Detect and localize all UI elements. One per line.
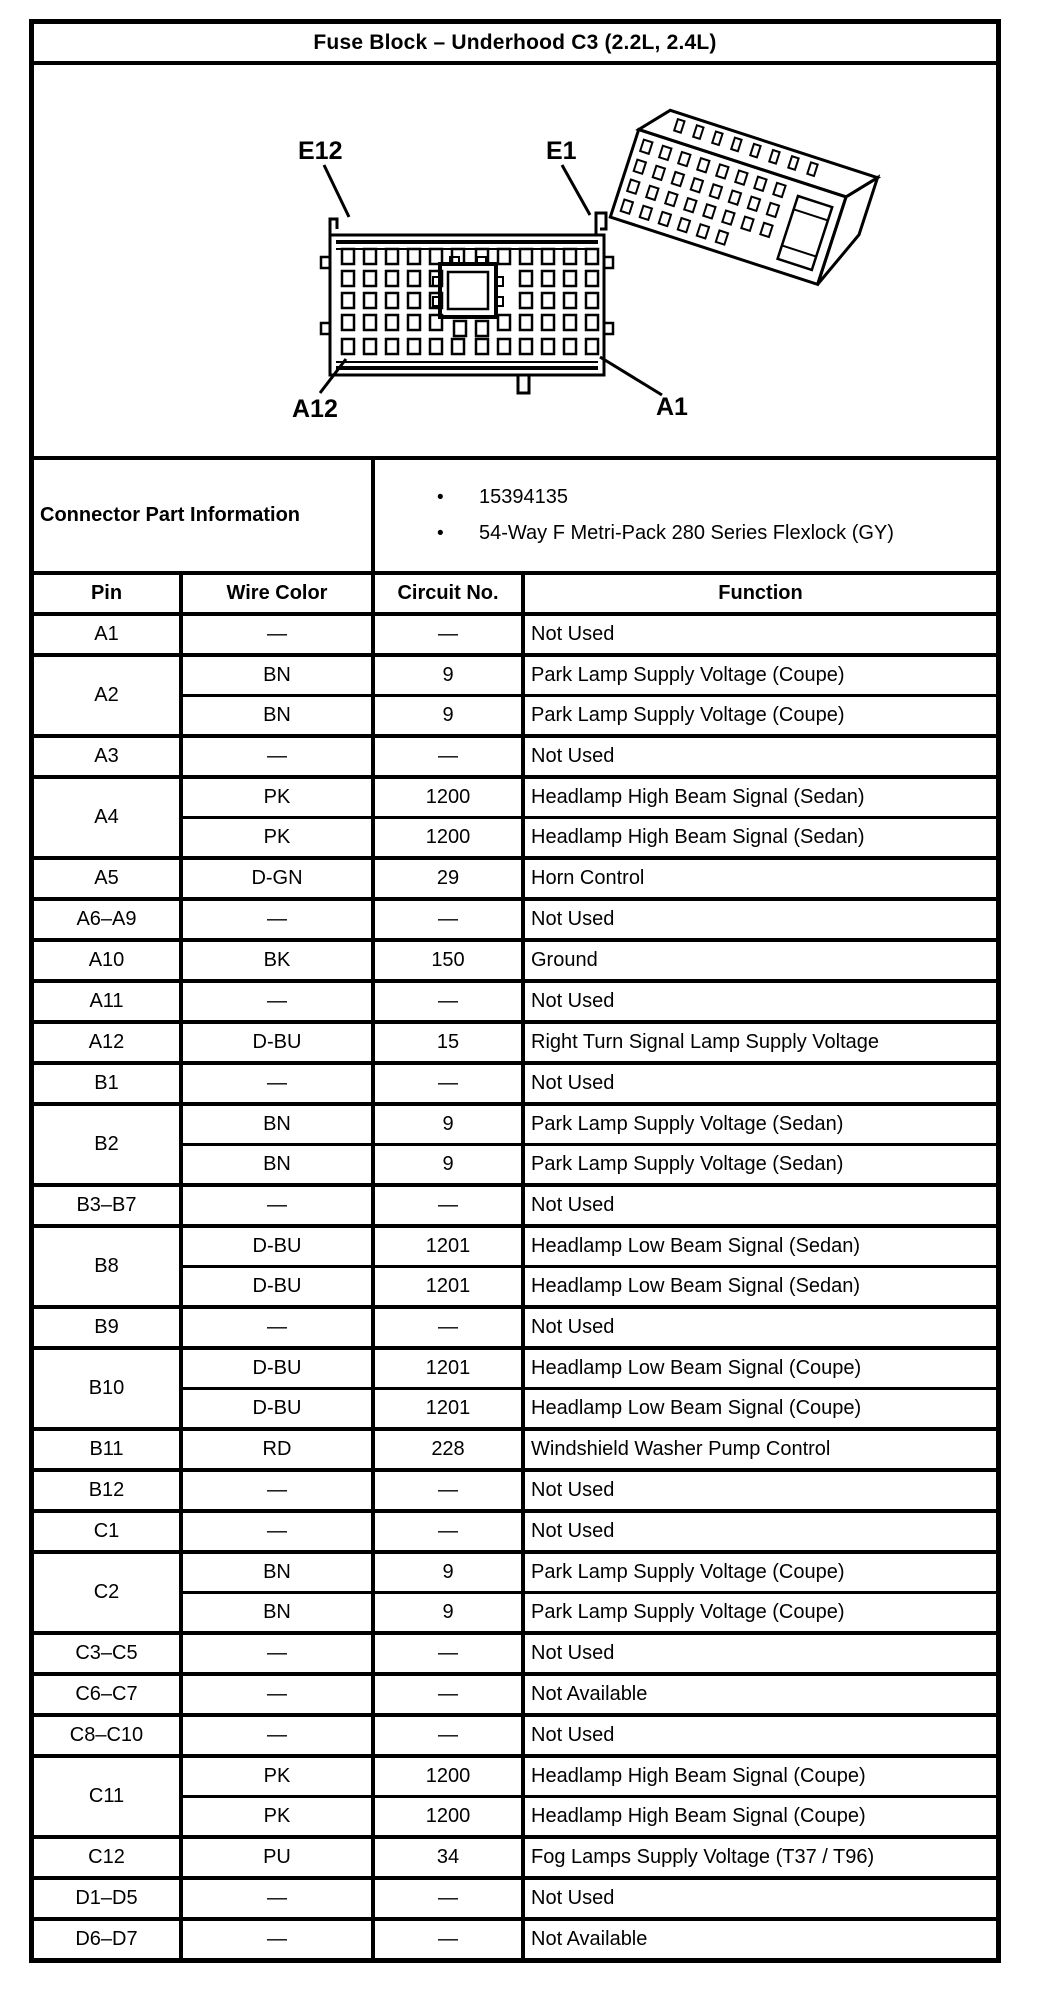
service-manual-page <box>29 19 1001 1963</box>
wire-color-cell: — <box>181 1919 373 1958</box>
circuit-no-cell: — <box>373 1063 523 1104</box>
table-row <box>34 1429 996 1470</box>
table-row <box>34 1470 996 1511</box>
table-row <box>34 1674 996 1715</box>
wire-color-cell: PU <box>181 1837 373 1878</box>
function-cell: Park Lamp Supply Voltage (Sedan) <box>523 1104 996 1145</box>
circuit-no-cell: 9 <box>373 696 523 737</box>
circuit-no-cell: 9 <box>373 1104 523 1145</box>
wire-color-cell: BN <box>181 696 373 737</box>
circuit-no-cell: 9 <box>373 655 523 696</box>
connector-diagram-panel <box>34 65 996 456</box>
function-cell: Headlamp High Beam Signal (Coupe) <box>523 1756 996 1797</box>
pin-cell: B2 <box>34 1104 181 1185</box>
pin-cell: A4 <box>34 777 181 858</box>
function-cell: Headlamp Low Beam Signal (Sedan) <box>523 1226 996 1267</box>
pin-cell: A10 <box>34 940 181 981</box>
circuit-no-cell: — <box>373 1674 523 1715</box>
circuit-no-cell: 1200 <box>373 1756 523 1797</box>
connector-part-info-label: Connector Part Information <box>34 460 375 571</box>
circuit-no-cell: — <box>373 1919 523 1958</box>
circuit-no-cell: 1200 <box>373 777 523 818</box>
wire-color-cell: — <box>181 736 373 777</box>
wire-color-cell: — <box>181 899 373 940</box>
pin-cell: B9 <box>34 1307 181 1348</box>
circuit-no-cell: 15 <box>373 1022 523 1063</box>
pin-cell: D6–D7 <box>34 1919 181 1958</box>
pin-cell: C8–C10 <box>34 1715 181 1756</box>
connector-3d-view <box>610 103 877 292</box>
function-cell: Not Used <box>523 614 996 655</box>
label-e1: E1 <box>546 137 577 165</box>
wire-color-cell: — <box>181 1715 373 1756</box>
keyway <box>433 257 503 317</box>
wire-color-cell: — <box>181 1878 373 1919</box>
wire-color-cell: PK <box>181 1756 373 1797</box>
label-e12: E12 <box>298 137 343 165</box>
connector-face-view <box>321 213 613 393</box>
page-title: Fuse Block – Underhood C3 (2.2L, 2.4L) <box>34 24 996 65</box>
wire-color-cell: — <box>181 1511 373 1552</box>
function-cell: Park Lamp Supply Voltage (Coupe) <box>523 1593 996 1634</box>
pin-cell: B3–B7 <box>34 1185 181 1226</box>
table-row <box>34 1307 996 1348</box>
pin-cell: C11 <box>34 1756 181 1837</box>
connector-description-line <box>437 522 996 545</box>
wire-color-cell: — <box>181 1307 373 1348</box>
wire-color-cell: — <box>181 1674 373 1715</box>
function-cell: Not Used <box>523 899 996 940</box>
circuit-no-cell: 34 <box>373 1837 523 1878</box>
pin-cell: B10 <box>34 1348 181 1429</box>
function-cell: Not Used <box>523 1063 996 1104</box>
function-cell: Not Used <box>523 1470 996 1511</box>
function-cell: Not Used <box>523 1511 996 1552</box>
wire-color-cell: BN <box>181 1593 373 1634</box>
wire-color-cell: PK <box>181 777 373 818</box>
label-a1: A1 <box>656 393 688 421</box>
table-row <box>34 1878 996 1919</box>
circuit-no-cell: 1201 <box>373 1348 523 1389</box>
table-row <box>34 1552 996 1593</box>
table-row <box>34 858 996 899</box>
connector-description: 54-Way F Metri-Pack 280 Series Flexlock (GY) <box>479 522 894 544</box>
table-row <box>34 940 996 981</box>
wire-color-cell: RD <box>181 1429 373 1470</box>
function-cell: Not Used <box>523 736 996 777</box>
function-cell: Windshield Washer Pump Control <box>523 1429 996 1470</box>
circuit-no-cell: 9 <box>373 1552 523 1593</box>
wire-color-cell: D-BU <box>181 1022 373 1063</box>
pin-cell: C2 <box>34 1552 181 1633</box>
function-cell: Park Lamp Supply Voltage (Coupe) <box>523 696 996 737</box>
column-header-wire: Wire Color <box>181 573 373 614</box>
table-row <box>34 614 996 655</box>
pin-cell: C3–C5 <box>34 1633 181 1674</box>
circuit-no-cell: 228 <box>373 1429 523 1470</box>
wire-color-cell: — <box>181 1470 373 1511</box>
wire-color-cell: — <box>181 1063 373 1104</box>
table-row <box>34 1185 996 1226</box>
function-cell: Not Used <box>523 1715 996 1756</box>
wire-color-cell: D-BU <box>181 1389 373 1430</box>
table-row <box>34 1226 996 1267</box>
table-row <box>34 1348 996 1389</box>
header-row <box>34 573 996 614</box>
circuit-no-cell: — <box>373 1185 523 1226</box>
circuit-no-cell: — <box>373 1715 523 1756</box>
table-row <box>34 899 996 940</box>
circuit-no-cell: — <box>373 1633 523 1674</box>
wire-color-cell: BN <box>181 655 373 696</box>
function-cell: Not Used <box>523 1307 996 1348</box>
table-row <box>34 1022 996 1063</box>
function-cell: Not Used <box>523 1633 996 1674</box>
part-number: 15394135 <box>479 486 568 508</box>
wire-color-cell: D-GN <box>181 858 373 899</box>
table-row <box>34 1633 996 1674</box>
wire-color-cell: — <box>181 614 373 655</box>
wire-color-cell: D-BU <box>181 1226 373 1267</box>
function-cell: Headlamp High Beam Signal (Sedan) <box>523 777 996 818</box>
pin-cell: A6–A9 <box>34 899 181 940</box>
function-cell: Not Used <box>523 1878 996 1919</box>
circuit-no-cell: 29 <box>373 858 523 899</box>
function-cell: Fog Lamps Supply Voltage (T37 / T96) <box>523 1837 996 1878</box>
function-cell: Headlamp Low Beam Signal (Coupe) <box>523 1348 996 1389</box>
pin-cell: B11 <box>34 1429 181 1470</box>
table-row <box>34 1756 996 1797</box>
table-row <box>34 1104 996 1145</box>
function-cell: Not Used <box>523 1185 996 1226</box>
circuit-no-cell: 1201 <box>373 1389 523 1430</box>
connector-part-info-values <box>375 460 996 571</box>
column-header-function: Function <box>523 573 996 614</box>
column-header-circuit: Circuit No. <box>373 573 523 614</box>
table-row <box>34 777 996 818</box>
connector-part-info-row <box>34 456 996 571</box>
circuit-no-cell: 1201 <box>373 1226 523 1267</box>
function-cell: Not Used <box>523 981 996 1022</box>
bullet-icon: • <box>437 523 444 544</box>
circuit-no-cell: — <box>373 1878 523 1919</box>
pin-cell: B12 <box>34 1470 181 1511</box>
wire-color-cell: D-BU <box>181 1348 373 1389</box>
table-row <box>34 1715 996 1756</box>
table-row <box>34 1919 996 1958</box>
pin-cell: B8 <box>34 1226 181 1307</box>
wire-color-cell: BK <box>181 940 373 981</box>
circuit-no-cell: — <box>373 1511 523 1552</box>
leader-lines <box>320 165 662 395</box>
table-row <box>34 655 996 696</box>
circuit-no-cell: — <box>373 1307 523 1348</box>
pin-cell: C6–C7 <box>34 1674 181 1715</box>
pin-cell: A12 <box>34 1022 181 1063</box>
function-cell: Park Lamp Supply Voltage (Coupe) <box>523 1552 996 1593</box>
circuit-no-cell: — <box>373 899 523 940</box>
function-cell: Park Lamp Supply Voltage (Coupe) <box>523 655 996 696</box>
circuit-no-cell: — <box>373 736 523 777</box>
table-row <box>34 1063 996 1104</box>
pin-cell: A5 <box>34 858 181 899</box>
function-cell: Right Turn Signal Lamp Supply Voltage <box>523 1022 996 1063</box>
function-cell: Headlamp Low Beam Signal (Coupe) <box>523 1389 996 1430</box>
pinout-table <box>34 571 996 1958</box>
bullet-icon: • <box>437 487 444 508</box>
pin-cell: C12 <box>34 1837 181 1878</box>
function-cell: Not Available <box>523 1919 996 1958</box>
wire-color-cell: D-BU <box>181 1267 373 1308</box>
column-header-pin: Pin <box>34 573 181 614</box>
circuit-no-cell: 9 <box>373 1593 523 1634</box>
circuit-no-cell: 150 <box>373 940 523 981</box>
wire-color-cell: — <box>181 981 373 1022</box>
function-cell: Headlamp High Beam Signal (Coupe) <box>523 1797 996 1838</box>
wire-color-cell: PK <box>181 1797 373 1838</box>
pin-cell: A3 <box>34 736 181 777</box>
wire-color-cell: PK <box>181 818 373 859</box>
pin-cell: C1 <box>34 1511 181 1552</box>
circuit-no-cell: 1200 <box>373 818 523 859</box>
table-row <box>34 1837 996 1878</box>
function-cell: Horn Control <box>523 858 996 899</box>
pinout-table-body <box>34 614 996 1958</box>
function-cell: Park Lamp Supply Voltage (Sedan) <box>523 1145 996 1186</box>
part-number-line <box>437 486 996 509</box>
pin-cell: A2 <box>34 655 181 736</box>
circuit-no-cell: — <box>373 614 523 655</box>
pin-cell: A1 <box>34 614 181 655</box>
table-row <box>34 1511 996 1552</box>
function-cell: Not Available <box>523 1674 996 1715</box>
wire-color-cell: BN <box>181 1145 373 1186</box>
circuit-no-cell: 1201 <box>373 1267 523 1308</box>
circuit-no-cell: — <box>373 1470 523 1511</box>
circuit-no-cell: 1200 <box>373 1797 523 1838</box>
table-row <box>34 736 996 777</box>
function-cell: Headlamp Low Beam Signal (Sedan) <box>523 1267 996 1308</box>
wire-color-cell: — <box>181 1633 373 1674</box>
pin-cell: A11 <box>34 981 181 1022</box>
circuit-no-cell: 9 <box>373 1145 523 1186</box>
wire-color-cell: BN <box>181 1552 373 1593</box>
wire-color-cell: BN <box>181 1104 373 1145</box>
function-cell: Ground <box>523 940 996 981</box>
function-cell: Headlamp High Beam Signal (Sedan) <box>523 818 996 859</box>
pin-cell: D1–D5 <box>34 1878 181 1919</box>
circuit-no-cell: — <box>373 981 523 1022</box>
table-row <box>34 981 996 1022</box>
pin-cell: B1 <box>34 1063 181 1104</box>
wire-color-cell: — <box>181 1185 373 1226</box>
label-a12: A12 <box>292 395 338 423</box>
connector-diagram <box>34 65 996 456</box>
